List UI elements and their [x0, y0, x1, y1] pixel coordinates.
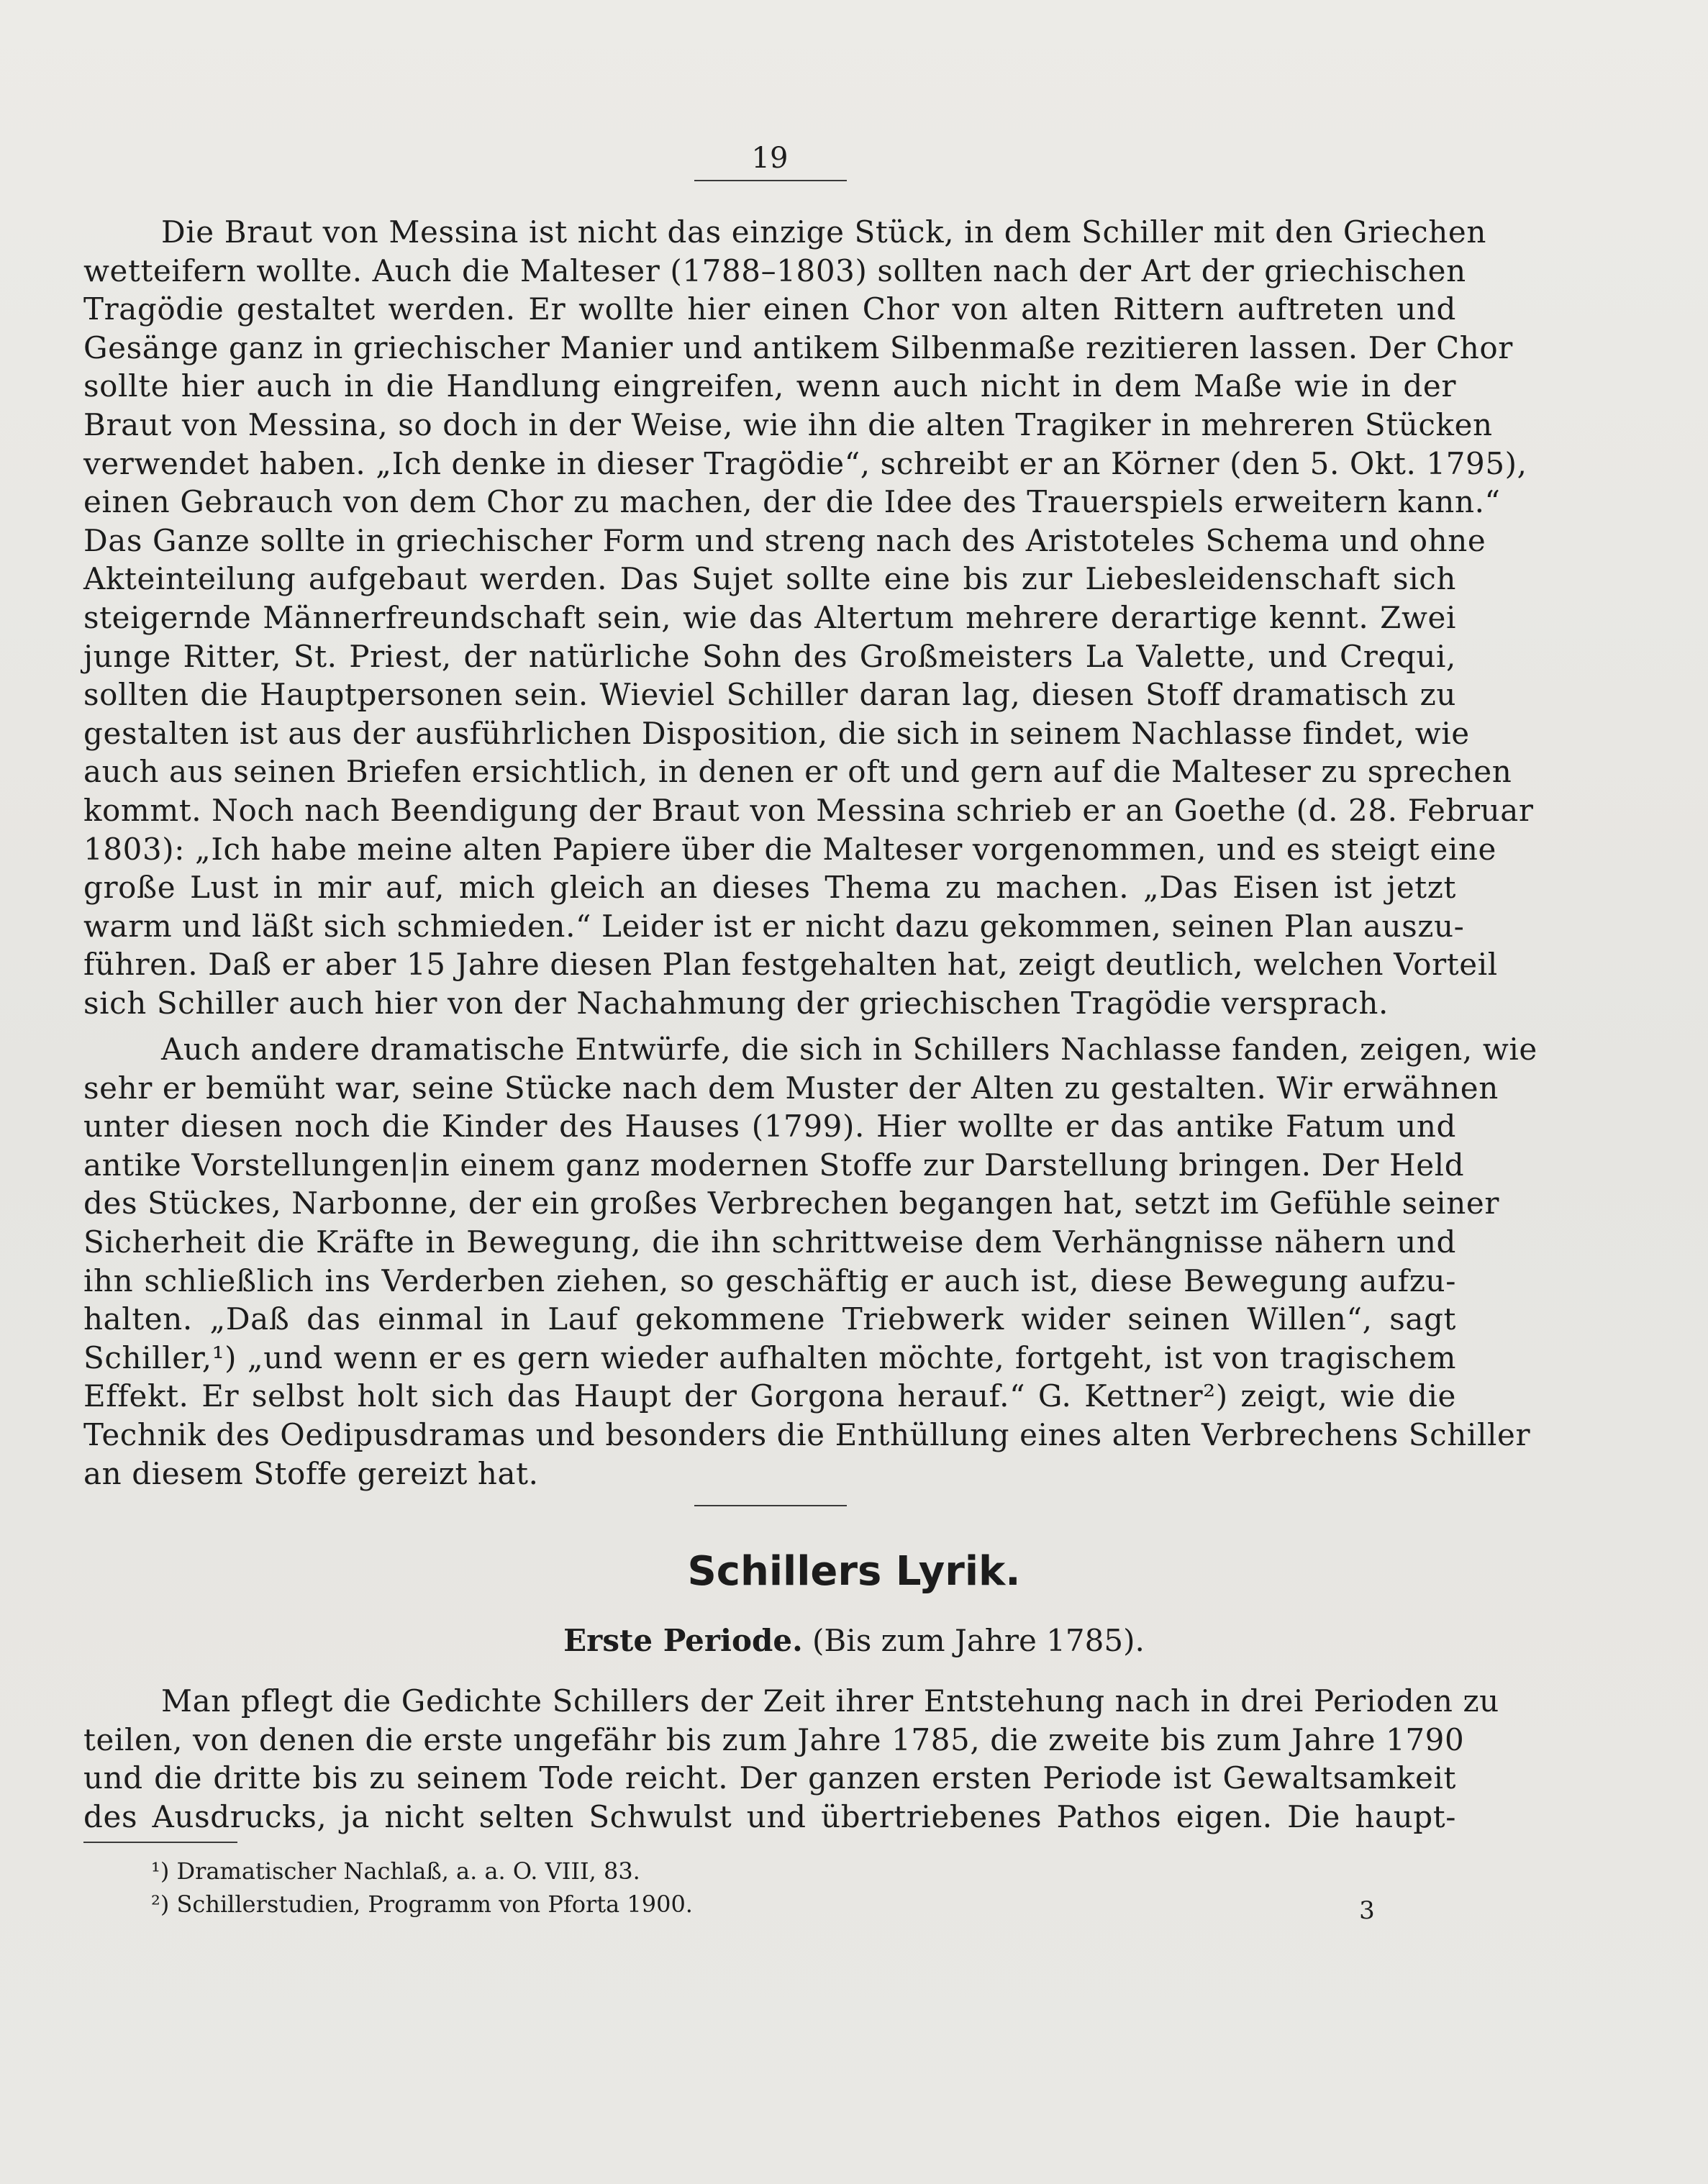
section-divider	[694, 1505, 847, 1506]
text-line: Braut von Messina, so doch in der Weise, wie ihn die alten Tragiker in mehreren Stücken	[83, 406, 1493, 442]
text-line: an diesem Stoffe gereizt hat.	[83, 1455, 539, 1491]
text-line: Sicherheit die Kräfte in Bewegung, die ihn schrittweise dem Verhängnisse nähern und	[83, 1224, 1456, 1260]
footnote: ²) Schillerstudien, Programm von Pforta 1900.	[151, 1890, 693, 1918]
text-line: Akteinteilung aufgebaut werden. Das Sujet sollte eine bis zur Liebesleidenschaft sich	[83, 561, 1456, 597]
text-line: sehr er bemüht war, seine Stücke nach dem Muster der Alten zu gestalten. Wir erwähnen	[83, 1070, 1499, 1106]
text-line: Tragödie gestaltet werden. Er wollte hier einen Chor von alten Rittern auftreten und	[83, 291, 1456, 327]
text-line: verwendet haben. „Ich denke in dieser Tragödie“, schreibt er an Körner (den 5. Okt. 1795),	[83, 445, 1527, 481]
text-line: und die dritte bis zu seinem Tode reicht. Der ganzen ersten Periode ist Gewaltsamkeit	[83, 1760, 1456, 1796]
text-line: Man pflegt die Gedichte Schillers der Zeit ihrer Entstehung nach in drei Perioden zu	[161, 1683, 1499, 1719]
text-line: kommt. Noch nach Beendigung der Braut von Messina schrieb er an Goethe (d. 28. Februar	[83, 792, 1534, 828]
text-line: Die Braut von Messina ist nicht das einzige Stück, in dem Schiller mit den Griechen	[161, 214, 1487, 250]
text-line: sollte hier auch in die Handlung eingreifen, wenn auch nicht in dem Maße wie in der	[83, 368, 1456, 404]
subheading-range: (Bis zum Jahre 1785).	[812, 1623, 1145, 1658]
text-line: sich Schiller auch hier von der Nachahmung der griechischen Tragödie versprach.	[83, 985, 1389, 1021]
text-line: Das Ganze sollte in griechischer Form und streng nach des Aristoteles Schema und ohne	[83, 522, 1486, 558]
text-line: halten. „Daß das einmal in Lauf gekommene Triebwerk wider seinen Willen“, sagt	[83, 1301, 1456, 1337]
paragraph-kinder-des-hauses	[83, 1030, 1537, 1493]
text-line: wetteifern wollte. Auch die Malteser (1788–1803) sollten nach der Art der griechischen	[83, 252, 1466, 288]
text-line: große Lust in mir auf, mich gleich an dieses Thema zu machen. „Das Eisen ist jetzt	[83, 870, 1456, 906]
subheading-period: Erste Periode.	[563, 1623, 803, 1658]
text-line: Schiller,¹) „und wenn er es gern wieder aufhalten möchte, fortgeht, ist von tragischem	[83, 1339, 1456, 1375]
text-line: antike Vorstellungen|in einem ganz modernen Stoffe zur Darstellung bringen. Der Held	[83, 1147, 1465, 1183]
text-line: unter diesen noch die Kinder des Hauses (1799). Hier wollte er das antike Fatum und	[83, 1109, 1456, 1145]
text-line: Auch andere dramatische Entwürfe, die sich in Schillers Nachlasse fanden, zeigen, wie	[161, 1032, 1537, 1067]
text-line: teilen, von denen die erste ungefähr bis zum Jahre 1785, die zweite bis zum Jahre 1790	[83, 1721, 1465, 1757]
text-line: steigernde Männerfreundschaft sein, wie das Altertum mehrere derartige kennt. Zwei	[83, 599, 1456, 635]
footnotes	[151, 1855, 1158, 1921]
text-line: führen. Daß er aber 15 Jahre diesen Plan festgehalten hat, zeigt deutlich, welchen Vorteil	[83, 947, 1498, 983]
text-line: des Stückes, Narbonne, der ein großes Verbrechen begangen hat, setzt im Gefühle seiner	[83, 1186, 1499, 1221]
paragraph-malteser	[83, 213, 1534, 1022]
text-line: ihn schließlich ins Verderben ziehen, so geschäftig er auch ist, diese Bewegung aufzu-	[83, 1262, 1456, 1298]
text-line: sollten die Hauptpersonen sein. Wieviel Schiller daran lag, diesen Stoff dramatisch zu	[83, 677, 1456, 713]
page-number-rule	[694, 180, 847, 181]
signature-mark: 3	[1359, 1896, 1375, 1925]
paragraph-lyrik-perioden	[83, 1682, 1499, 1836]
text-line: junge Ritter, St. Priest, der natürliche Sohn des Großmeisters La Valette, und Crequi,	[83, 638, 1456, 674]
footnote-divider	[83, 1842, 237, 1843]
text-line: auch aus seinen Briefen ersichtlich, in denen er oft und gern auf die Malteser zu sprechen	[83, 754, 1512, 790]
text-line: Technik des Oedipusdramas und besonders die Enthüllung eines alten Verbrechens Schiller	[83, 1416, 1531, 1452]
text-line: warm und läßt sich schmieden.“ Leider ist er nicht dazu gekommen, seinen Plan auszu-	[83, 908, 1465, 944]
page-number: 19	[751, 142, 789, 175]
text-line: Gesänge ganz in griechischer Manier und antikem Silbenmaße rezitieren lassen. Der Chor	[83, 329, 1513, 365]
subheading	[403, 1621, 1305, 1660]
text-line: 1803): „Ich habe meine alten Papiere über die Malteser vorgenommen, und es steigt eine	[83, 831, 1497, 867]
text-line: einen Gebrauch von dem Chor zu machen, der die Idee des Trauerspiels erweitern kann.“	[83, 484, 1501, 520]
section-heading: Schillers Lyrik.	[687, 1548, 1021, 1595]
text-line: des Ausdrucks, ja nicht selten Schwulst und übertriebenes Pathos eigen. Die haupt-	[83, 1798, 1456, 1834]
text-line: Effekt. Er selbst holt sich das Haupt der Gorgona herauf.“ G. Kettner²) zeigt, wie die	[83, 1378, 1456, 1414]
footnote: ¹) Dramatischer Nachlaß, a. a. O. VIII, 83.	[151, 1857, 640, 1885]
text-line: gestalten ist aus der ausführlichen Disposition, die sich in seinem Nachlasse findet, wie	[83, 715, 1470, 751]
